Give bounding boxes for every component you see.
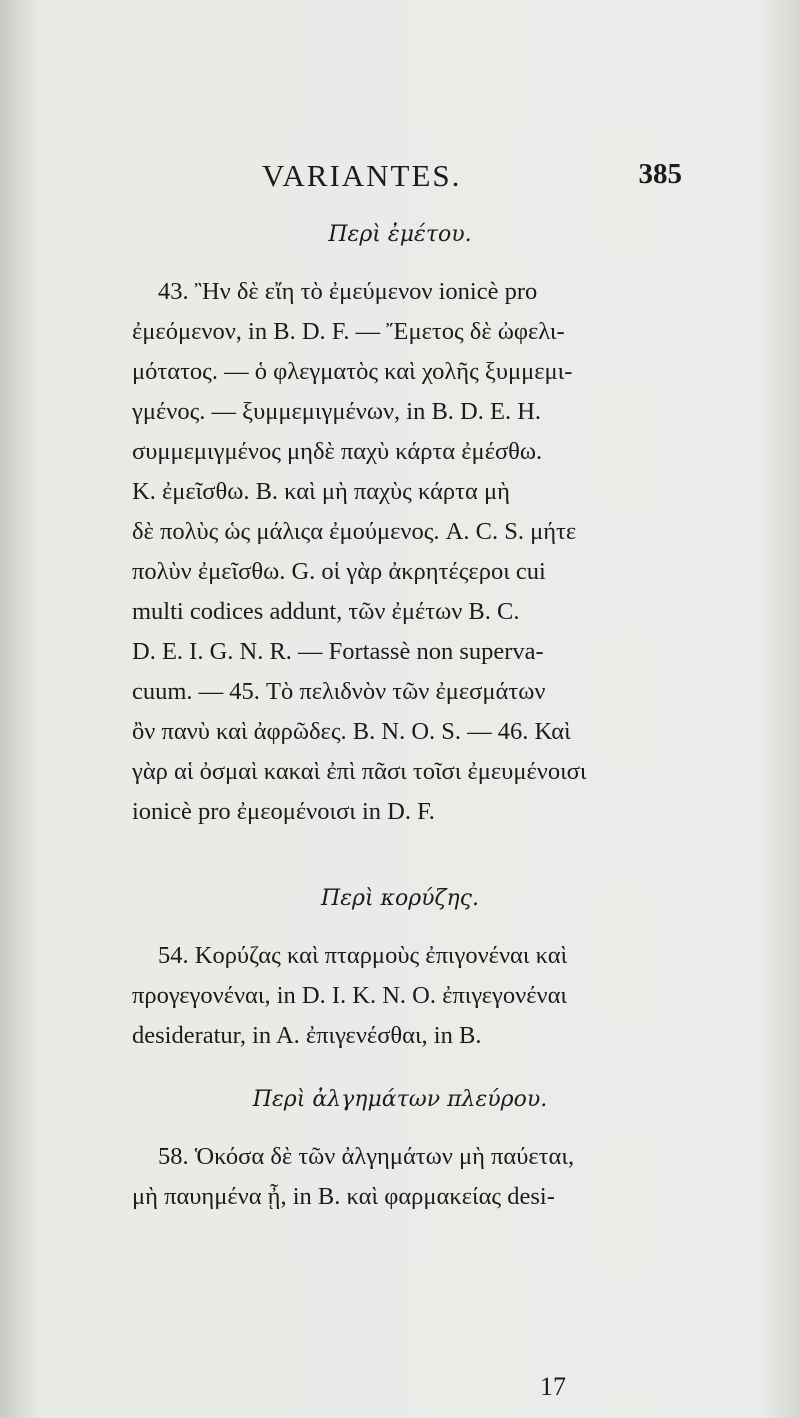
text-line: δὲ πολὺς ὡς μάλιςα ἐμούμενος. A. C. S. μήτε <box>132 518 577 545</box>
text-line: multi codices addunt, τῶν ἐμέτων B. C. <box>132 598 520 625</box>
section-body-pleural-pain <box>132 1137 692 1217</box>
signature-mark: 17 <box>540 1372 566 1401</box>
text-line: συμμεμιγμένος μηδὲ παχὺ κάρτα ἐμέσθω. <box>132 438 543 465</box>
text-line: γὰρ αἱ ὀσμαὶ κακαὶ ἐπὶ πᾶσι τοῖσι ἐμευμένοισι <box>132 758 587 785</box>
text-line: K. ἐμεῖσθω. B. καὶ μὴ παχὺς κάρτα μὴ <box>132 478 510 505</box>
text-line: 43. Ἢν δὲ εἴη τὸ ἐμεύμενον ionicè pro <box>158 278 538 305</box>
text-line: 54. Κορύζας καὶ πταρμοὺς ἐπιγονέναι καὶ <box>158 942 568 969</box>
page-number: 385 <box>638 158 682 190</box>
text-line: προγεγονέναι, in D. I. K. N. O. ἐπιγεγονέναι <box>132 982 567 1009</box>
section-heading-pleural-pain: Περὶ ἀλγημάτων πλεύρου. <box>252 1087 548 1112</box>
text-line: μότατος. — ὁ φλεγματὸς καὶ χολῆς ξυμμεμι- <box>132 358 573 385</box>
running-title: VARIANTES. <box>262 158 462 193</box>
text-line: ἐμεόμενον, in B. D. F. — Ἔμετος δὲ ὠφελι- <box>132 318 565 345</box>
text-line: πολὺν ἐμεῖσθω. G. οἱ γὰρ ἀκρητέςεροι cui <box>132 558 546 585</box>
text-line: μὴ παυημένα ᾖ, in B. καὶ φαρμακείας desi- <box>132 1183 555 1210</box>
text-line: D. E. I. G. N. R. — Fortassè non superva- <box>132 638 544 665</box>
page-header <box>262 158 682 198</box>
text-line: ionicè pro ἐμεομένοισι in D. F. <box>132 798 435 825</box>
text-line: ὂν πανὺ καὶ ἀφρῶδες. B. N. O. S. — 46. Καὶ <box>132 718 571 745</box>
text-line: γμένος. — ξυμμεμιγμένων, in B. D. E. H. <box>132 398 542 425</box>
section-heading-vomiting: Περὶ ἐμέτου. <box>328 222 472 247</box>
section-heading-coryza: Περὶ κορύζης. <box>321 886 479 911</box>
section-body-vomiting <box>132 272 692 832</box>
text-line: cuum. — 45. Τὸ πελιδνὸν τῶν ἐμεσμάτων <box>132 678 546 705</box>
text-line: desideratur, in A. ἐπιγενέσθαι, in B. <box>132 1022 482 1049</box>
text-line: 58. Ὁκόσα δὲ τῶν ἀλγημάτων μὴ παύεται, <box>158 1143 575 1170</box>
section-body-coryza <box>132 936 692 1056</box>
